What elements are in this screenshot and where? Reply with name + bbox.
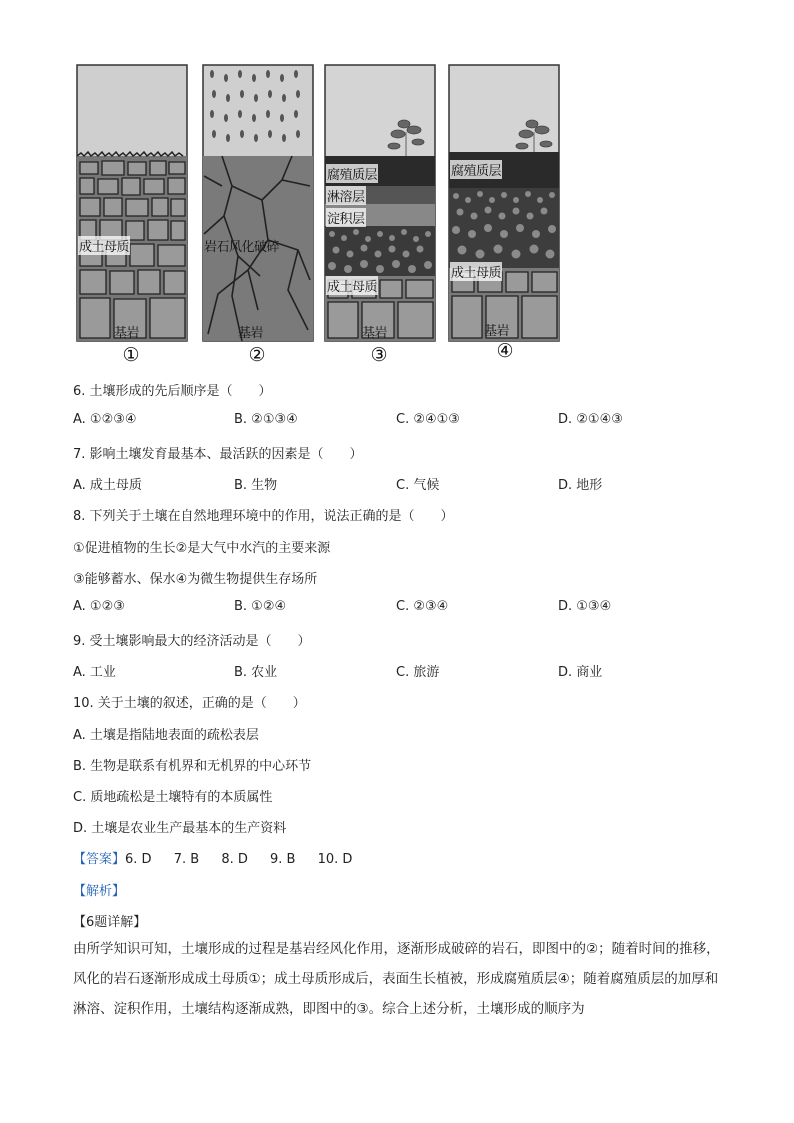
detail-label: 【6题详解】	[73, 915, 147, 930]
panel-4	[448, 64, 560, 362]
panel-1	[76, 64, 188, 366]
question-7-option-b: B. 生物	[234, 478, 278, 493]
panel-3	[324, 64, 436, 366]
panel-3-label-parent-material: 成土母质	[326, 276, 378, 295]
question-6-option-b: B. ②①③④	[234, 412, 298, 427]
question-6-option-a: A. ①②③④	[73, 412, 137, 427]
question-8-option-b: B. ①②④	[234, 599, 287, 614]
question-8-option-c: C. ②③④	[396, 599, 449, 614]
question-7-option-d: D. 地形	[558, 478, 603, 493]
detail-paragraph: 由所学知识可知，土壤形成的过程是基岩经风化作用，逐渐形成破碎的岩石，即图中的②；随着时间的推移，风化的岩石逐渐形成成土母质①；成土母质形成后，表面生长植被，形成腐殖质层④；随着腐殖质层的加厚和淋溶、淀积作用，土壤结构逐渐成熟，即图中的③。综合上述分析，土壤形成的顺序为	[73, 941, 720, 1017]
analysis-label: 【解析】	[73, 884, 126, 899]
panel-2-illustration	[202, 64, 314, 342]
question-10-option-d: D. 土壤是农业生产最基本的生产资料	[73, 821, 287, 836]
question-9-option-a: A. 工业	[73, 665, 116, 680]
panel-1-illustration	[76, 64, 188, 342]
question-9-stem: 9. 受土壤影响最大的经济活动是（ ）	[73, 634, 311, 649]
question-7-option-a: A. 成土母质	[73, 478, 142, 493]
question-6-option-c: C. ②④①③	[396, 412, 460, 427]
panel-3-label-bedrock: 基岩	[362, 326, 388, 341]
question-10-option-c: C. 质地疏松是土壤特有的本质属性	[73, 790, 273, 805]
answer-8: 8. D	[221, 852, 248, 867]
question-8-statement-1: ①促进植物的生长②是大气中水汽的主要来源	[73, 541, 331, 556]
panel-3-label-eluvial: 淋溶层	[326, 186, 366, 205]
panel-2-number: ②	[248, 344, 266, 366]
answer-line	[73, 848, 352, 867]
panel-3-label-humus: 腐殖质层	[326, 164, 378, 183]
answer-10: 10. D	[317, 852, 353, 867]
panel-4-illustration	[448, 64, 560, 342]
answer-9: 9. B	[270, 852, 296, 867]
question-10-option-a: A. 土壤是指陆地表面的疏松表层	[73, 728, 259, 743]
answer-label: 【答案】	[73, 852, 126, 867]
panel-3-number: ③	[370, 344, 388, 366]
question-7-stem: 7. 影响土壤发育最基本、最活跃的因素是（ ）	[73, 447, 363, 462]
panel-1-label-bedrock: 基岩	[114, 326, 140, 341]
question-9-option-d: D. 商业	[558, 665, 603, 680]
panel-4-number: ④	[496, 340, 514, 362]
panel-1-number: ①	[122, 344, 140, 366]
panel-4-label-bedrock: 基岩	[484, 324, 510, 339]
question-6-stem: 6. 土壤形成的先后顺序是（ ）	[73, 384, 272, 399]
panel-3-label-illuvial: 淀积层	[326, 208, 366, 227]
question-8-statement-2: ③能够蓄水、保水④为微生物提供生存场所	[73, 572, 318, 587]
question-7-option-c: C. 气候	[396, 478, 440, 493]
panel-1-label-parent-material: 成土母质	[78, 236, 130, 255]
panel-2-label-weathered-rock: 岩石风化破碎	[204, 240, 280, 255]
question-10-option-b: B. 生物是联系有机界和无机界的中心环节	[73, 759, 312, 774]
question-10-stem: 10. 关于土壤的叙述，正确的是（ ）	[73, 696, 306, 711]
question-8-stem: 8. 下列关于土壤在自然地理环境中的作用，说法正确的是（ ）	[73, 509, 454, 524]
panel-2	[202, 64, 314, 366]
question-8-option-a: A. ①②③	[73, 599, 125, 614]
answer-6: 6. D	[125, 852, 152, 867]
question-8-option-d: D. ①③④	[558, 599, 612, 614]
panel-4-label-parent-material: 成土母质	[450, 262, 502, 281]
panel-2-label-bedrock: 基岩	[238, 326, 264, 341]
panel-4-label-humus: 腐殖质层	[450, 160, 502, 179]
question-6-option-d: D. ②①④③	[558, 412, 623, 427]
question-9-option-c: C. 旅游	[396, 665, 440, 680]
answer-7: 7. B	[173, 852, 200, 867]
soil-formation-figure	[76, 64, 566, 374]
question-9-option-b: B. 农业	[234, 665, 278, 680]
